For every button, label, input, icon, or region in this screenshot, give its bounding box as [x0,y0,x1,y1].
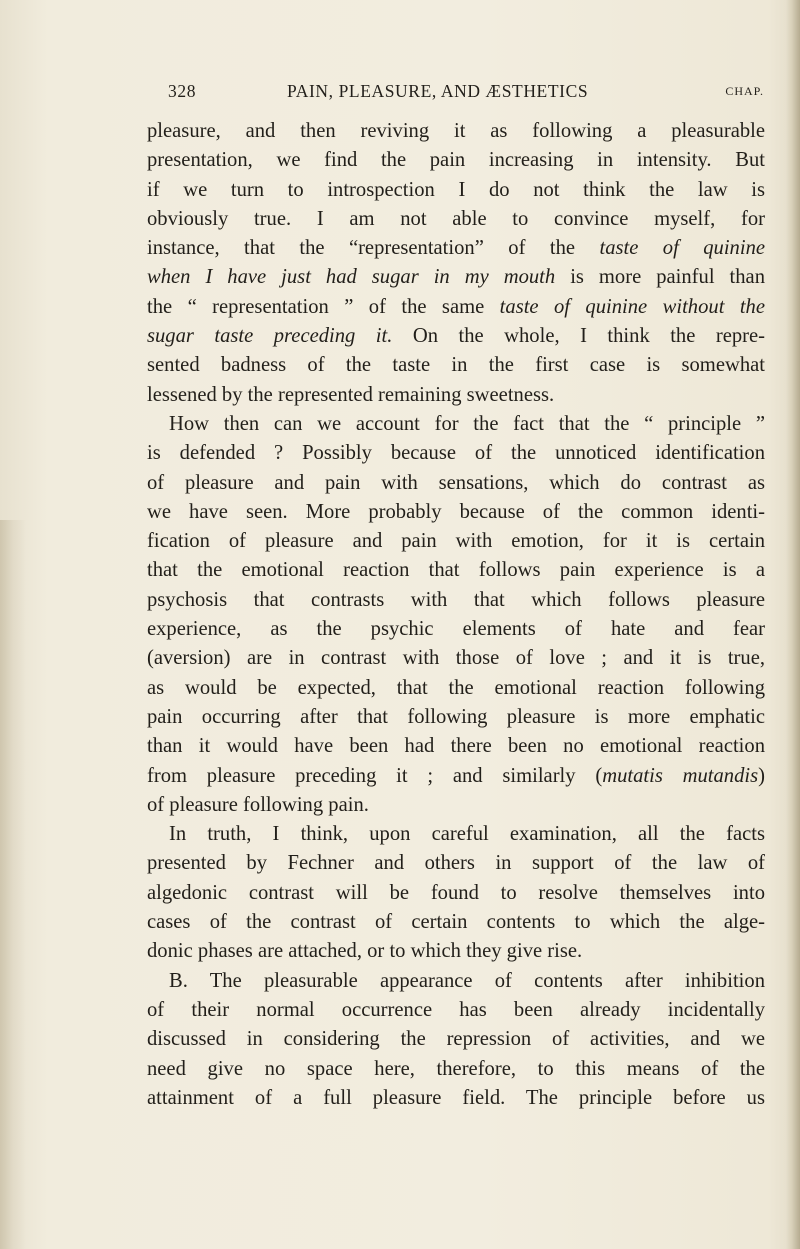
text-span: ) [758,764,765,787]
text-line: is defended ? Possibly because of the unnoticed identification [147,442,765,465]
text-line: as would be expected, that the emotional reaction following [147,676,765,699]
text-span: instance, that the “representation” of the [147,237,600,260]
text-line: of pleasure and pain with sensations, which do contrast as [147,471,765,494]
text-line [147,762,765,791]
text-span: On the whole, I think the repre- [392,325,765,348]
page-edge [786,0,800,1249]
running-head [168,81,764,109]
text-line: discussed in considering the repression of activities, and we [147,1028,765,1051]
text-line [147,322,765,351]
running-title: PAIN, PLEASURE, AND ÆSTHETICS [287,81,589,101]
page-gutter-shadow [0,520,26,1249]
text-line [147,293,765,322]
text-line: than it would have been had there been no emotional reaction [147,735,765,758]
text-line: we have seen. More probably because of the common identi- [147,500,765,523]
text-line: presentation, we find the pain increasing in intensity. But [147,149,765,172]
text-span: the “ representation ” of the same [147,295,500,318]
text-line: experience, as the psychic elements of hate and fear [147,618,765,641]
body-text [147,117,765,1113]
text-line: donic phases are attached, or to which they give rise. [147,940,583,963]
text-span: is more painful than [555,266,765,289]
text-line: presented by Fechner and others in support of the law of [147,852,765,875]
text-line: of pleasure following pain. [147,793,369,816]
text-line: cases of the contrast of certain contents to which the alge- [147,911,765,934]
text-line [147,263,765,292]
text-line: pleasure, and then reviving it as following a pleasurable [147,120,765,142]
text-line: fication of pleasure and pain with emotion, for it is certain [147,530,765,553]
text-line: psychosis that contrasts with that which follows pleasure [147,588,765,611]
text-line: sented badness of the taste in the first case is somewhat [147,354,765,377]
text-line: of their normal occurrence has been already incidentally [147,998,765,1021]
text-line: (aversion) are in contrast with those of love ; and it is true, [147,647,765,670]
italic-text: mutatis mutandis [602,764,759,787]
text-span: from pleasure preceding it ; and similarly ( [147,764,603,787]
italic-text: when I have just had sugar in my mouth [147,266,556,289]
text-line: How then can we account for the fact that the “ principle ” [169,412,765,435]
chapter-abbrev: CHAP. [725,84,764,98]
text-line: In truth, I think, upon careful examination, all the facts [169,823,765,846]
text-line: attainment of a full pleasure field. The principle before us [147,1086,765,1109]
italic-text: taste of quinine without the [499,295,765,318]
text-line: that the emotional reaction that follows pain experience is a [147,559,765,582]
italic-text: sugar taste preceding it. [147,325,393,348]
text-line [147,234,765,263]
text-line: pain occurring after that following pleasure is more emphatic [147,705,765,728]
text-line: lessened by the represented remaining sweetness. [147,383,555,406]
text-line: obviously true. I am not able to convince myself, for [147,207,765,230]
text-line: algedonic contrast will be found to resolve themselves into [147,881,765,904]
text-line: B. The pleasurable appearance of contents after inhibition [169,969,765,992]
text-line: if we turn to introspection I do not think the law is [147,178,765,201]
italic-text: taste of quinine [599,237,766,260]
page-number: 328 [168,81,197,101]
text-line: need give no space here, therefore, to this means of the [147,1057,765,1080]
